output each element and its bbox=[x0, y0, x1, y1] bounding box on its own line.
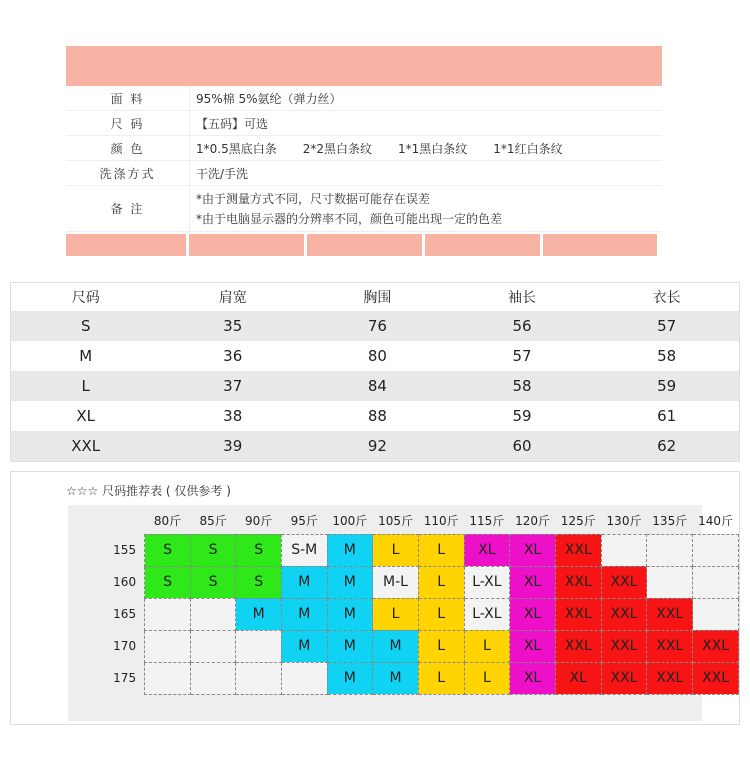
weight-label: 110斤 bbox=[423, 514, 459, 529]
size-cell: 80 bbox=[367, 347, 387, 365]
recommend-cell: XXL bbox=[601, 662, 647, 694]
weight-label: 80斤 bbox=[153, 514, 182, 529]
size-cell: M bbox=[79, 347, 93, 365]
size-cell: 58 bbox=[657, 347, 677, 365]
size-cell: 58 bbox=[450, 371, 595, 401]
size-cell: 38 bbox=[223, 407, 243, 425]
recommend-grid bbox=[105, 508, 739, 695]
recommend-cell bbox=[647, 566, 693, 598]
info-value-text: 1*1黑白条纹 bbox=[398, 141, 468, 156]
recommend-cell: L bbox=[373, 534, 419, 566]
recommend-cell bbox=[190, 630, 236, 662]
recommend-cell: XL bbox=[464, 534, 510, 566]
recommend-cell bbox=[647, 534, 693, 566]
size-cell: XL bbox=[76, 407, 96, 425]
recommend-cell: XXL bbox=[555, 598, 601, 630]
recommend-cell: L bbox=[418, 598, 464, 630]
size-cell: 37 bbox=[160, 371, 305, 401]
info-row bbox=[66, 161, 662, 186]
recommend-cell: M bbox=[373, 662, 419, 694]
size-row bbox=[11, 431, 739, 461]
recommend-cell: XXL bbox=[555, 630, 601, 662]
recommend-cell: XL bbox=[555, 662, 601, 694]
recommend-cell bbox=[236, 662, 282, 694]
recommend-cell: XL bbox=[510, 630, 556, 662]
size-cell: 36 bbox=[223, 347, 243, 365]
recommend-cell: XL bbox=[510, 534, 556, 566]
recommend-cell: S bbox=[236, 566, 282, 598]
weight-label: 100斤 bbox=[332, 514, 368, 529]
size-header-cell: 袖长 bbox=[508, 290, 536, 306]
recommend-cell: L bbox=[418, 630, 464, 662]
info-value-text: 1*1红白条纹 bbox=[493, 141, 563, 156]
height-label: 165 bbox=[113, 607, 137, 621]
recommend-cell: M bbox=[281, 598, 327, 630]
info-label: 尺 码 bbox=[66, 111, 190, 135]
recommend-row bbox=[105, 598, 739, 630]
size-cell: 88 bbox=[367, 407, 387, 425]
recommend-cell: XXL bbox=[647, 630, 693, 662]
size-cell: XXL bbox=[11, 431, 160, 461]
recommend-cell: XXL bbox=[601, 630, 647, 662]
size-cell: 39 bbox=[160, 431, 305, 461]
recommend-title: ☆☆☆ 尺码推荐表 ( 仅供参考 ) bbox=[66, 484, 231, 498]
recommend-cell: L bbox=[464, 662, 510, 694]
size-row bbox=[11, 341, 739, 371]
recommend-row bbox=[105, 566, 739, 598]
size-header-cell: 肩宽 bbox=[218, 290, 247, 306]
height-label: 155 bbox=[113, 543, 137, 557]
weight-label: 135斤 bbox=[652, 514, 688, 529]
info-value-text: 95%棉 5%氨纶（弹力丝） bbox=[196, 91, 342, 106]
recommend-cell: XL bbox=[510, 662, 556, 694]
size-cell: 35 bbox=[160, 311, 305, 341]
recommend-cell: XXL bbox=[601, 566, 647, 598]
size-cell: L bbox=[11, 371, 160, 401]
size-header-cell: 衣长 bbox=[652, 290, 681, 306]
size-cell: 84 bbox=[305, 371, 450, 401]
info-value bbox=[190, 161, 662, 185]
weight-label: 90斤 bbox=[245, 514, 273, 529]
recommend-cell: M bbox=[327, 662, 373, 694]
info-value-text: 2*2黑白条纹 bbox=[302, 141, 373, 156]
recommend-cell: L-XL bbox=[464, 566, 510, 598]
recommend-cell: M bbox=[327, 630, 373, 662]
recommend-cell: L bbox=[373, 598, 419, 630]
recommend-cell bbox=[693, 534, 739, 566]
recommend-cell: L bbox=[464, 630, 510, 662]
footer-bar bbox=[66, 234, 662, 256]
size-cell: 59 bbox=[594, 371, 739, 401]
recommend-cell: M bbox=[236, 598, 282, 630]
recommend-cell bbox=[145, 598, 191, 630]
recommend-cell: XL bbox=[510, 566, 556, 598]
recommend-cell: L-XL bbox=[464, 598, 510, 630]
recommend-cell: S bbox=[236, 534, 282, 566]
recommend-cell bbox=[236, 630, 282, 662]
recommend-cell: XXL bbox=[647, 598, 693, 630]
recommend-cell bbox=[693, 566, 739, 598]
recommend-cell: S bbox=[145, 534, 191, 566]
recommend-cell: M-L bbox=[373, 566, 419, 598]
recommend-cell: S-M bbox=[281, 534, 327, 566]
size-cell: 61 bbox=[657, 407, 677, 425]
weight-label: 95斤 bbox=[290, 514, 318, 529]
recommend-cell: S bbox=[145, 566, 191, 598]
recommend-cell: L bbox=[418, 662, 464, 694]
recommend-cell: L bbox=[418, 534, 464, 566]
weight-label: 120斤 bbox=[515, 514, 550, 529]
info-label: 面 料 bbox=[66, 86, 190, 110]
info-row bbox=[66, 136, 662, 161]
info-value-text: 干洗/手洗 bbox=[196, 166, 249, 181]
product-info-table bbox=[66, 46, 662, 256]
size-cell: 56 bbox=[450, 311, 595, 341]
recommend-cell: M bbox=[373, 630, 419, 662]
info-value-text: *由于测量方式不同，尺寸数据可能存在误差 bbox=[196, 191, 431, 206]
recommend-row bbox=[105, 534, 739, 566]
header-bar bbox=[66, 46, 662, 86]
size-row bbox=[11, 401, 739, 431]
size-cell: 62 bbox=[594, 431, 739, 461]
recommend-cell: XXL bbox=[555, 534, 601, 566]
info-value-text: 【五码】可选 bbox=[196, 116, 269, 131]
recommend-cell: M bbox=[281, 630, 327, 662]
size-cell: 76 bbox=[305, 311, 450, 341]
recommend-cell: XXL bbox=[693, 630, 739, 662]
recommend-cell: XXL bbox=[693, 662, 739, 694]
info-label: 洗涤方式 bbox=[66, 161, 190, 185]
size-cell: 59 bbox=[512, 407, 532, 425]
weight-label: 140斤 bbox=[698, 514, 734, 529]
recommend-cell bbox=[190, 662, 236, 694]
weight-label: 85斤 bbox=[199, 514, 227, 529]
info-value-text: 1*0.5黑底白条 bbox=[196, 141, 277, 156]
recommend-cell: L bbox=[418, 566, 464, 598]
recommend-cell bbox=[281, 662, 327, 694]
recommend-cell: M bbox=[327, 566, 373, 598]
recommend-cell bbox=[693, 598, 739, 630]
recommend-cell bbox=[601, 534, 647, 566]
info-value bbox=[190, 111, 662, 135]
weight-label: 130斤 bbox=[606, 514, 642, 529]
recommend-cell: S bbox=[190, 566, 236, 598]
size-cell: S bbox=[11, 311, 160, 341]
size-header-cell: 胸围 bbox=[363, 290, 392, 306]
size-cell: 60 bbox=[450, 431, 595, 461]
recommend-row bbox=[105, 662, 739, 694]
size-header-cell: 尺码 bbox=[71, 290, 100, 306]
info-row bbox=[66, 86, 662, 111]
info-row bbox=[66, 186, 662, 232]
weight-label: 105斤 bbox=[378, 514, 413, 529]
info-row bbox=[66, 111, 662, 136]
size-row bbox=[11, 371, 739, 401]
height-label: 175 bbox=[113, 671, 137, 685]
size-cell: 57 bbox=[594, 311, 739, 341]
recommend-cell: M bbox=[327, 598, 373, 630]
size-cell: 57 bbox=[512, 347, 532, 365]
weight-label: 125斤 bbox=[560, 514, 596, 529]
recommend-cell: M bbox=[327, 534, 373, 566]
recommend-cell: M bbox=[281, 566, 327, 598]
info-value bbox=[190, 86, 662, 110]
recommend-row bbox=[105, 630, 739, 662]
size-row bbox=[11, 311, 739, 341]
size-cell: 92 bbox=[305, 431, 450, 461]
recommend-cell: XL bbox=[510, 598, 556, 630]
recommend-cell: XXL bbox=[647, 662, 693, 694]
info-value-text: *由于电脑显示器的分辨率不同，颜色可能出现一定的色差 bbox=[196, 211, 503, 226]
recommend-cell bbox=[145, 662, 191, 694]
recommend-cell: S bbox=[190, 534, 236, 566]
recommend-cell: XXL bbox=[555, 566, 601, 598]
size-table bbox=[10, 282, 740, 462]
recommend-cell bbox=[145, 630, 191, 662]
size-recommendation bbox=[10, 471, 740, 725]
recommend-cell: XXL bbox=[601, 598, 647, 630]
height-label: 170 bbox=[113, 639, 137, 653]
info-label: 颜 色 bbox=[66, 136, 190, 160]
weight-label: 115斤 bbox=[469, 514, 505, 529]
recommend-cell bbox=[190, 598, 236, 630]
info-label: 备 注 bbox=[66, 186, 190, 231]
info-value bbox=[190, 186, 662, 231]
info-value bbox=[190, 136, 662, 160]
height-label: 160 bbox=[113, 575, 137, 589]
grid-corner bbox=[105, 508, 145, 534]
